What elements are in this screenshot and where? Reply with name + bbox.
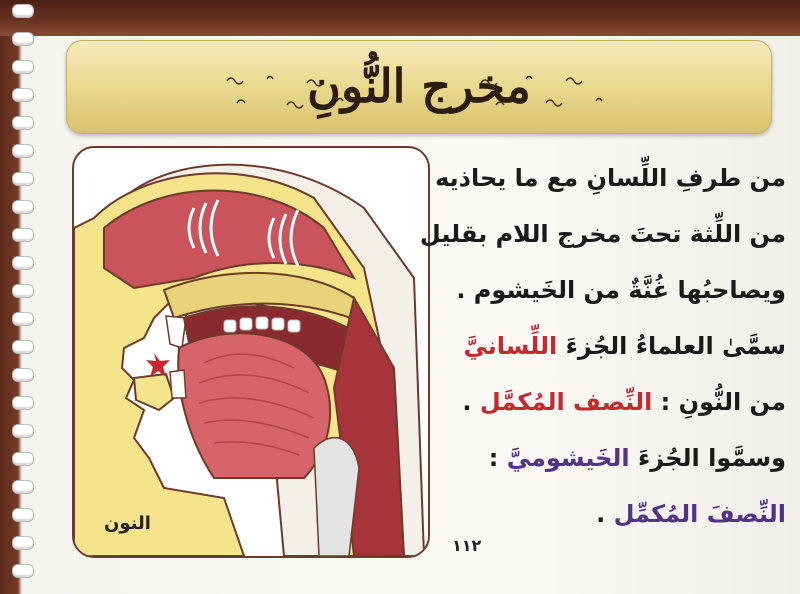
text-segment: النِّصفَ المُكمِّل — [613, 500, 786, 528]
binding-ring — [12, 172, 34, 186]
text-segment: . — [462, 388, 480, 416]
binding-ring — [12, 340, 34, 354]
binding-ring — [12, 4, 34, 18]
text-line — [438, 486, 786, 542]
binding-ring — [12, 228, 34, 242]
binding-ring — [12, 424, 34, 438]
binding-ring — [12, 256, 34, 270]
binding-ring — [12, 368, 34, 382]
text-segment: من اللِّثة تحتَ مخرج اللام بقليل — [419, 220, 786, 248]
binding-ring — [12, 452, 34, 466]
binding-ring — [12, 480, 34, 494]
text-line — [438, 318, 786, 374]
text-line — [419, 206, 786, 262]
text-segment: من طرفِ اللِّسانِ مع ما يحاذيه — [435, 164, 786, 192]
binding-ring — [12, 60, 34, 74]
binding-ring — [12, 144, 34, 158]
binding-ring — [12, 564, 34, 578]
text-segment: اللِّسانيَّ — [463, 332, 558, 360]
binding-ring — [12, 312, 34, 326]
illustration-caption: النون — [104, 513, 151, 534]
binding-ring — [12, 32, 34, 46]
vocal-tract-diagram-icon — [74, 148, 428, 556]
mouth-anatomy-illustration — [72, 146, 430, 558]
text-segment: سمَّىٰ العلماءُ الجُزءَ — [557, 332, 786, 360]
binding-ring — [12, 116, 34, 130]
text-segment: وسمَّوا الجُزءَ — [629, 444, 786, 472]
page-title: مخرج النُّونِ — [307, 59, 531, 113]
banner-ornament-right-icon — [471, 71, 621, 111]
title-banner — [66, 40, 772, 134]
binding-ring — [12, 536, 34, 550]
text-segment: الخَيشوميَّ — [506, 444, 630, 472]
binding-ring — [12, 396, 34, 410]
text-line — [435, 150, 786, 206]
top-border — [0, 0, 800, 36]
text-segment: . — [596, 500, 614, 528]
binding-ring — [12, 284, 34, 298]
text-segment: : — [488, 444, 507, 472]
text-line — [438, 430, 786, 486]
page-number: ١١٢ — [452, 536, 482, 555]
binding-ring — [12, 200, 34, 214]
text-segment: من النُّونِ : — [652, 388, 786, 416]
text-segment: النِّصف المُكمَّل — [479, 388, 653, 416]
text-line — [438, 374, 786, 430]
explanation-text — [419, 150, 786, 542]
text-segment: ويصاحبُها غُنَّةٌ من الخَيشوم . — [456, 276, 786, 304]
text-line — [438, 262, 786, 318]
binding-ring — [12, 88, 34, 102]
binding-ring — [12, 508, 34, 522]
spiral-binding — [10, 4, 36, 594]
